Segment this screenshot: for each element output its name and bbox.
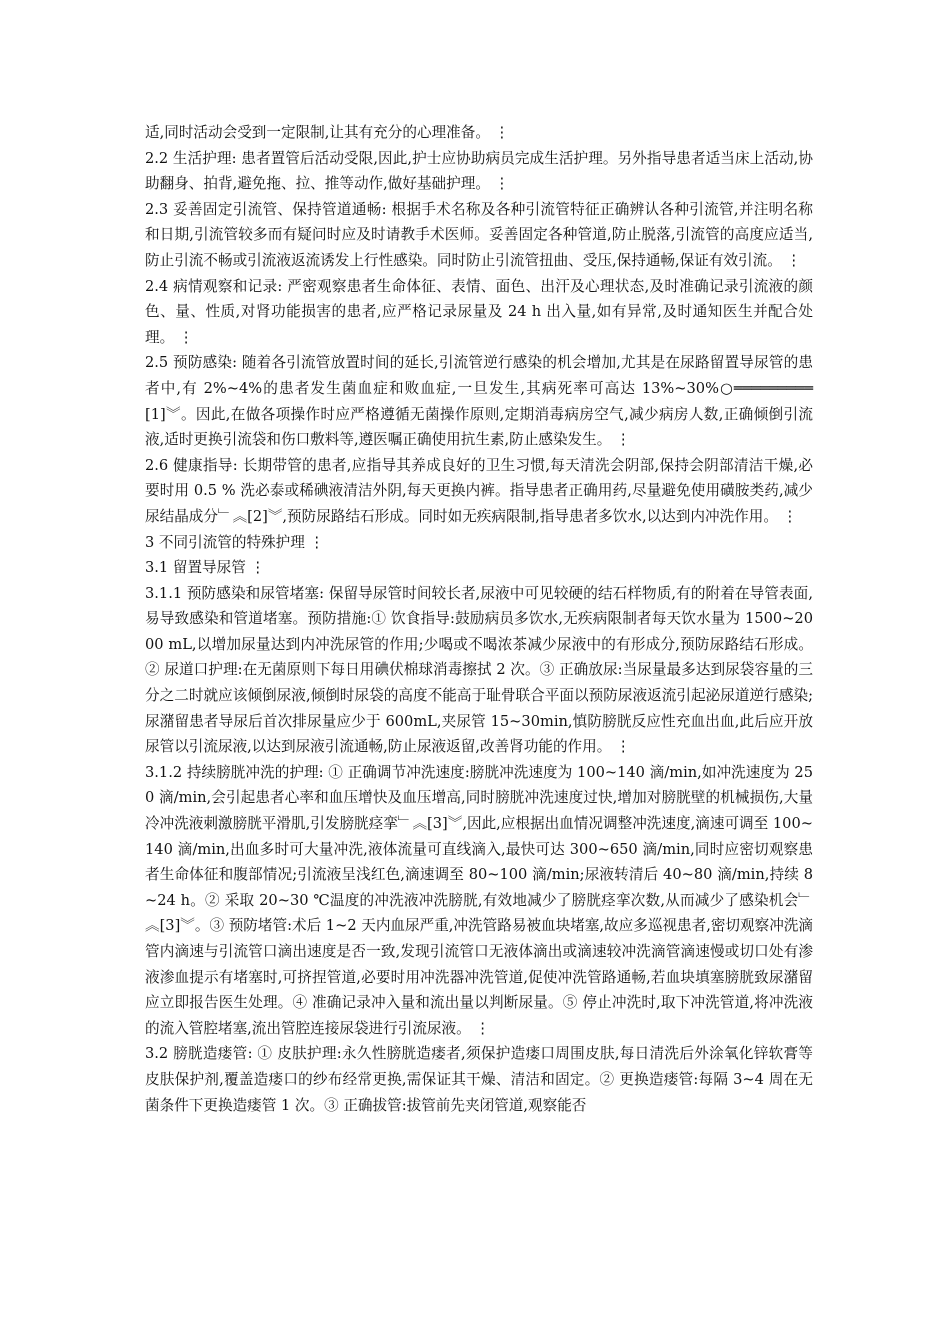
paragraph-2-2-life-care: 2.2 生活护理: 患者置管后活动受限,因此,护士应协助病员完成生活护理。另外指导患者适当床上活动,协助翻身、拍背,避免拖、拉、推等动作,做好基础护理。 ⋮ <box>145 149 813 193</box>
document-page <box>145 120 813 1118</box>
paragraph-2-4-observation-record: 2.4 病情观察和记录: 严密观察患者生命体征、表情、面色、出汗及心理状态,及时准确记录引流液的颜色、量、性质,对肾功能损害的患者,应严格记录尿量及 24 h 出入量,如有异常,及时通知医生并配合处理。 ⋮ <box>145 277 813 346</box>
paragraph-3-1-2-bladder-irrigation: 3.1.2 持续膀胱冲洗的护理: ① 正确调节冲洗速度:膀胱冲洗速度为 100~140 滴/min,如冲洗速度为 250 滴/min,会引起患者心率和血压增快及血压增高,同时膀胱冲洗速度过快,增加对膀胱壁的机械损伤,大量冷冲洗液刺激膀胱平滑肌,引发膀胱痉挛﹂︽[3]︾,因此,应根据出血情况调整冲洗速度,滴速可调至 100~140 滴/min,出血多时可大量冲洗,液体流量可直线滴入,最快可达 300~650 滴/min,同时应密切观察患者生命体征和腹部情况;引流液呈浅红色,滴速调至 80~100 滴/min;尿液转清后 40~80 滴/min,持续 8~24 h。② 采取 20~30 ℃温度的冲洗液冲洗膀胱,有效地减少了膀胱痉挛次数,从而减少了感染机会﹂︽[3]︾。③ 预防堵管:术后 1~2 天内血尿严重,冲洗管路易被血块堵塞,故应多巡视患者,密切观察冲洗滴管内滴速与引流管口滴出速度是否一致,发现引流管口无液体滴出或滴速较冲洗滴管滴速慢或切口处有渗液渗血提示有堵塞时,可挤捏管道,必要时用冲洗器冲洗管道,促使冲洗管路通畅,若血块填塞膀胱致尿潴留应立即报告医生处理。④ 准确记录冲入量和流出量以判断尿量。⑤ 停止冲洗时,取下冲洗管道,将冲洗液的流入管腔堵塞,流出管腔连接尿袋进行引流尿液。 ⋮ <box>145 763 813 1037</box>
paragraph-2-5-infection-prevention: 2.5 预防感染: 随着各引流管放置时间的延长,引流管逆行感染的机会增加,尤其是在尿路留置导尿管的患者中,有 2%~4%的患者发生菌血症和败血症,一旦发生,其病死率可高达 13%~30%○═════════[1]︾。因此,在做各项操作时应严格遵循无菌操作原则,定期消毒病房空气,减少病房人数,正确倾倒引流液,适时更换引流袋和伤口敷料等,遵医嘱正确使用抗生素,防止感染发生。 ⋮ <box>145 354 813 449</box>
paragraph-3-1-1-infection-blockage: 3.1.1 预防感染和尿管堵塞: 保留导尿管时间较长者,尿液中可见较硬的结石样物质,有的附着在导管表面,易导致感染和管道堵塞。预防措施:① 饮食指导:鼓励病员多饮水,无疾病限制者每天饮水量为 1500~2000 mL,以增加尿量达到内冲洗尿管的作用;少喝或不喝浓茶减少尿液中的有形成分,预防尿路结石形成。② 尿道口护理:在无菌原则下每日用碘伏棉球消毒擦拭 2 次。③ 正确放尿:当尿量最多达到尿袋容量的三分之二时就应该倾倒尿液,倾倒时尿袋的高度不能高于耻骨联合平面以预防尿液返流引起泌尿道逆行感染;尿潴留患者导尿后首次排尿量应少于 600mL,夹尿管 15~30min,慎防膀胱反应性充血出血,此后应开放尿管以引流尿液,以达到尿液引流通畅,防止尿液返留,改善肾功能的作用。 ⋮ <box>145 584 813 756</box>
paragraph-2-6-health-guidance: 2.6 健康指导: 长期带管的患者,应指导其养成良好的卫生习惯,每天清洗会阴部,保持会阴部清洁干燥,必要时用 0.5 % 洗必泰或稀碘液清洁外阴,每天更换内裤。指导患者正确用药,尽量避免使用磺胺类药,减少尿结晶成分﹂︽[2]︾,预防尿路结石形成。同时如无疾病限制,指导患者多饮水,以达到内冲洗作用。 ⋮ <box>145 456 813 525</box>
paragraph-2-3-fix-drainage-tube: 2.3 妥善固定引流管、保持管道通畅: 根据手术名称及各种引流管特征正确辨认各种引流管,并注明名称和日期,引流管较多而有疑问时应及时请教手术医师。妥善固定各种管道,防止脱落,引流管的高度应适当,防止引流不畅或引流液返流诱发上行性感染。同时防止引流管扭曲、受压,保持通畅,保证有效引流。 ⋮ <box>145 200 813 269</box>
paragraph-3-2-cystostomy-tube: 3.2 膀胱造瘘管: ① 皮肤护理:永久性膀胱造瘘者,须保护造瘘口周围皮肤,每日清洗后外涂氧化锌软膏等皮肤保护剂,覆盖造瘘口的纱布经常更换,需保证其干燥、清洁和固定。② 更换造瘘管:每隔 3~4 周在无菌条件下更换造瘘管 1 次。③ 正确拔管:拔管前先夹闭管道,观察能否 <box>145 1045 813 1114</box>
heading-3-special-care: 3 不同引流管的特殊护理 ⋮ <box>145 533 325 551</box>
paragraph-intro-continued: 适,同时活动会受到一定限制,让其有充分的心理准备。 ⋮ <box>145 124 510 141</box>
heading-3-1-urinary-catheter: 3.1 留置导尿管 ⋮ <box>145 559 266 577</box>
